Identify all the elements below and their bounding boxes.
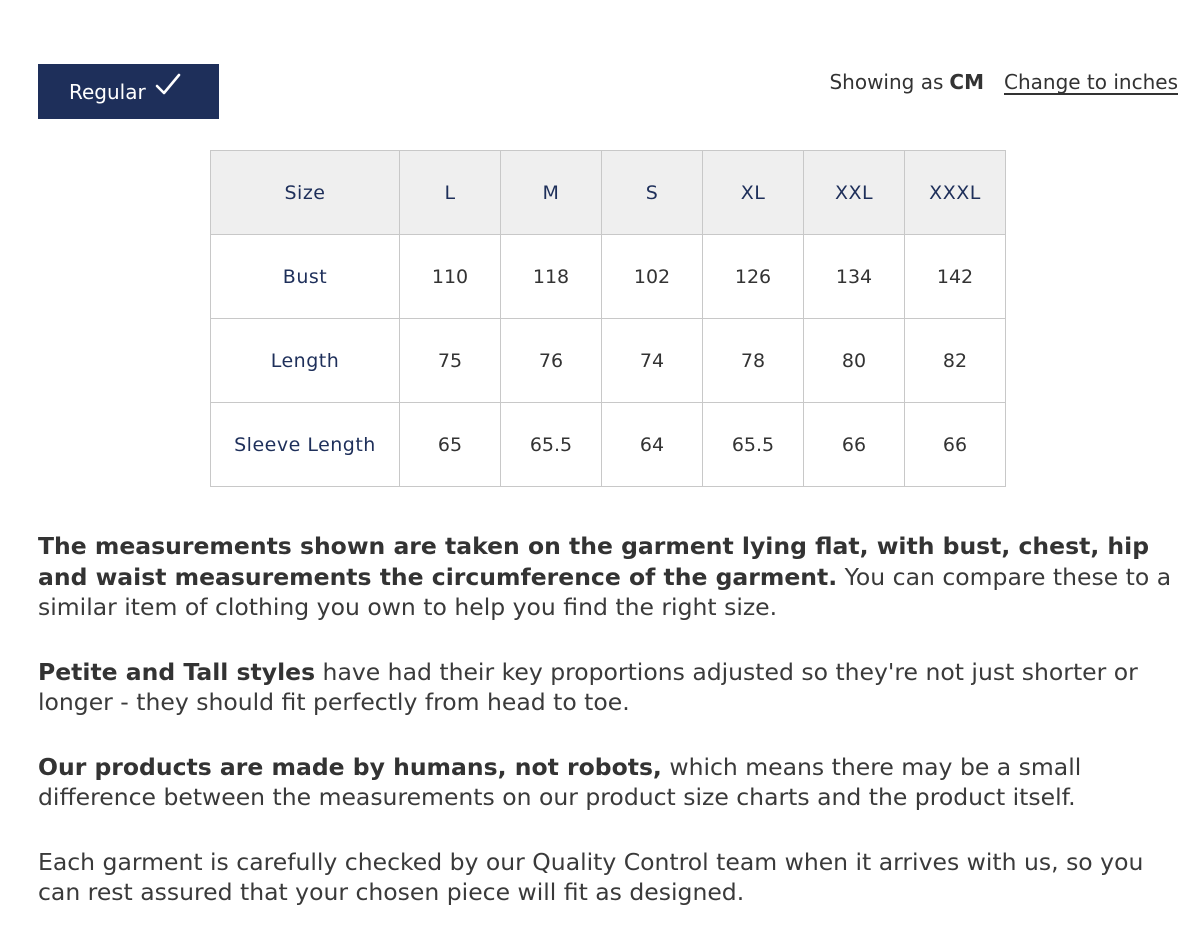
table-cell: 80 xyxy=(804,319,905,403)
table-cell: 65.5 xyxy=(703,403,804,487)
size-header-cell: XXL xyxy=(804,151,905,235)
info-paragraph xyxy=(38,657,1178,718)
fit-regular-button[interactable] xyxy=(38,64,219,119)
table-cell: 102 xyxy=(602,235,703,319)
size-header-cell: M xyxy=(501,151,602,235)
size-chart-table xyxy=(210,150,1006,487)
table-cell: 76 xyxy=(501,319,602,403)
fit-regular-label: Regular xyxy=(69,79,146,104)
info-text: have had their key proportions adjusted so they're not just shorter or longer - they should fit perfectly from head to toe. xyxy=(38,657,1138,716)
size-header-label: Size xyxy=(211,151,400,235)
size-header-row xyxy=(211,151,1006,235)
table-cell: 118 xyxy=(501,235,602,319)
size-header-cell: XXXL xyxy=(905,151,1006,235)
info-paragraph xyxy=(38,847,1178,908)
table-cell: 65 xyxy=(400,403,501,487)
table-cell: 74 xyxy=(602,319,703,403)
table-cell: 66 xyxy=(804,403,905,487)
table-cell: 134 xyxy=(804,235,905,319)
table-cell: 126 xyxy=(703,235,804,319)
unit-current-value: CM xyxy=(949,70,984,94)
unit-showing-label: Showing as xyxy=(829,70,944,94)
info-bold-text: Our products are made by humans, not robots, xyxy=(38,752,662,781)
table-cell: 66 xyxy=(905,403,1006,487)
size-header-cell: XL xyxy=(703,151,804,235)
row-label: Length xyxy=(211,319,400,403)
table-cell: 82 xyxy=(905,319,1006,403)
info-bold-text: Petite and Tall styles xyxy=(38,657,316,686)
table-cell: 75 xyxy=(400,319,501,403)
info-text: which means there may be a small difference between the measurements on our product size charts and the product itself. xyxy=(38,752,1082,811)
change-to-inches-link[interactable]: Change to inches xyxy=(1004,70,1178,94)
table-row xyxy=(211,403,1006,487)
info-bold-text: The measurements shown are taken on the garment lying flat, with bust, chest, hip and waist measurements the circumference of the garment. xyxy=(38,532,1150,591)
unit-bar xyxy=(829,70,1178,94)
row-label: Bust xyxy=(211,235,400,319)
table-cell: 110 xyxy=(400,235,501,319)
table-row xyxy=(211,319,1006,403)
table-cell: 65.5 xyxy=(501,403,602,487)
info-paragraph xyxy=(38,531,1178,623)
check-icon xyxy=(154,71,182,99)
table-cell: 142 xyxy=(905,235,1006,319)
row-label: Sleeve Length xyxy=(211,403,400,487)
size-header-cell: S xyxy=(602,151,703,235)
measurement-info xyxy=(38,531,1178,938)
table-row xyxy=(211,235,1006,319)
info-text: You can compare these to a similar item of clothing you own to help you find the right size. xyxy=(38,562,1172,621)
table-cell: 64 xyxy=(602,403,703,487)
info-paragraph xyxy=(38,752,1178,813)
table-cell: 78 xyxy=(703,319,804,403)
size-header-cell: L xyxy=(400,151,501,235)
info-text: Each garment is carefully checked by our Quality Control team when it arrives with us, so you can rest assured that your chosen piece will fit as designed. xyxy=(38,847,1144,906)
